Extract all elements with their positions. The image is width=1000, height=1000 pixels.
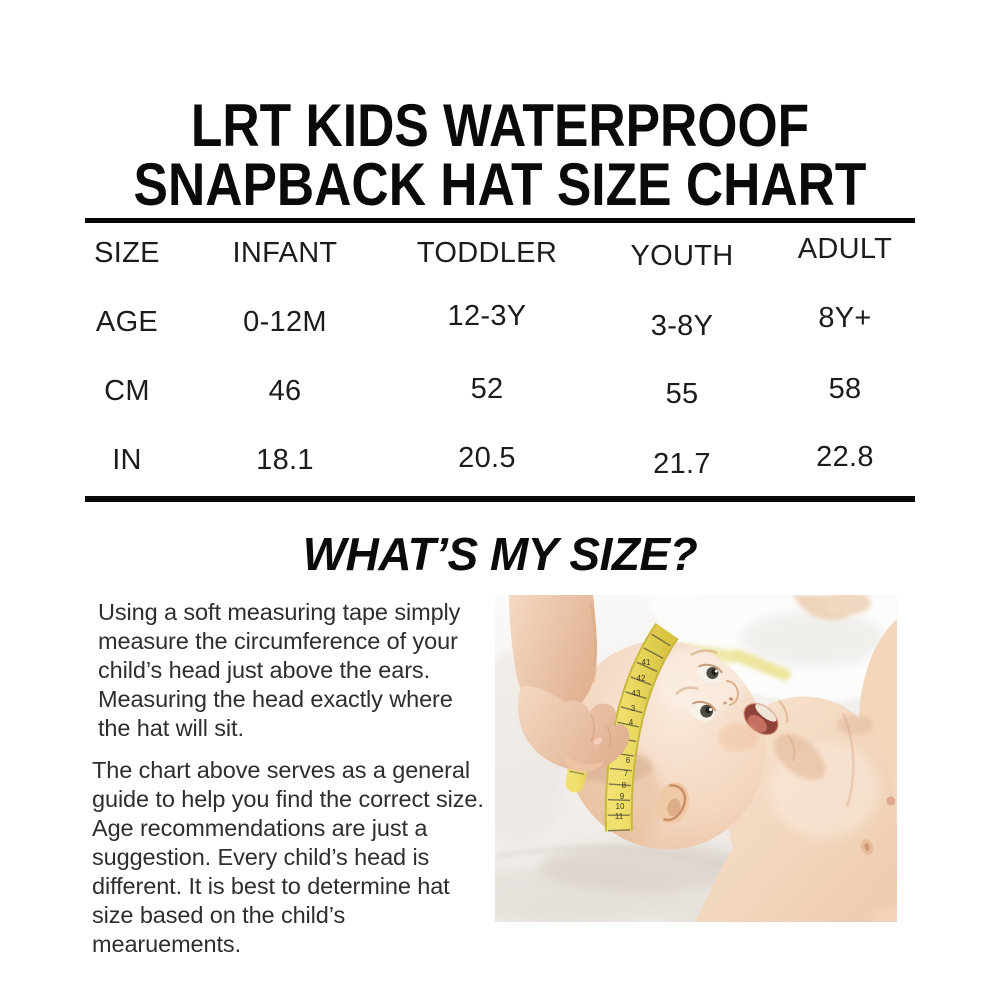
page-title-line-1: LRT KIDS WATERPROOF <box>190 92 810 159</box>
tape-number: 9 <box>619 792 625 801</box>
cm-infant: 46 <box>268 375 302 407</box>
column-header-toddler: TODDLER <box>416 237 558 269</box>
age-infant: 0-12M <box>243 306 327 338</box>
baby-head-measurement-photo <box>495 595 897 922</box>
column-header-size: SIZE <box>94 237 160 269</box>
column-header-infant: INFANT <box>232 237 338 269</box>
tape-number: 41 <box>641 658 651 667</box>
in-youth: 21.7 <box>653 448 711 480</box>
tape-number: 10 <box>615 802 625 811</box>
tape-number: 3 <box>630 704 636 713</box>
baby-nipple <box>887 797 896 806</box>
baby-cheek-blush <box>718 723 758 751</box>
in-infant: 18.1 <box>256 444 314 476</box>
cm-adult: 58 <box>828 373 862 405</box>
age-toddler: 12-3Y <box>447 300 527 332</box>
tape-number: 11 <box>614 812 624 821</box>
in-toddler: 20.5 <box>458 442 516 474</box>
cm-toddler: 52 <box>470 373 504 405</box>
section-heading: WHAT’S MY SIZE? <box>302 528 698 580</box>
table-bottom-rule <box>85 496 915 502</box>
tape-number: 4 <box>628 718 634 727</box>
tape-number: 6 <box>625 756 631 765</box>
age-adult: 8Y+ <box>818 302 872 334</box>
measuring-instructions-paragraph: Using a soft measuring tape simply measure the circumference of your child’s head just above the ears. Measuring the head exactly where the hat will sit. <box>98 599 461 741</box>
column-header-adult: ADULT <box>797 233 893 265</box>
age-youth: 3-8Y <box>650 310 714 342</box>
tape-number: 42 <box>636 674 646 683</box>
row-label-in: IN <box>112 444 142 476</box>
cm-youth: 55 <box>665 378 699 410</box>
row-label-age: AGE <box>95 306 159 338</box>
sizing-disclaimer-paragraph: The chart above serves as a general guide to help you find the correct size. Age recommendations are just a suggestion. Every child’s head is different. It is best to determine hat size based on the child’s mearuements. <box>92 757 484 957</box>
row-label-cm: CM <box>104 375 150 407</box>
in-adult: 22.8 <box>816 441 874 473</box>
tape-number: 43 <box>631 689 641 698</box>
baby-measurement-illustration <box>495 595 897 922</box>
tape-number: 7 <box>623 769 629 778</box>
size-chart-table <box>85 219 915 495</box>
tape-number: 8 <box>621 781 627 790</box>
page-title-line-2: SNAPBACK HAT SIZE CHART <box>133 151 867 218</box>
page-title <box>0 92 1000 218</box>
column-header-youth: YOUTH <box>630 240 734 272</box>
